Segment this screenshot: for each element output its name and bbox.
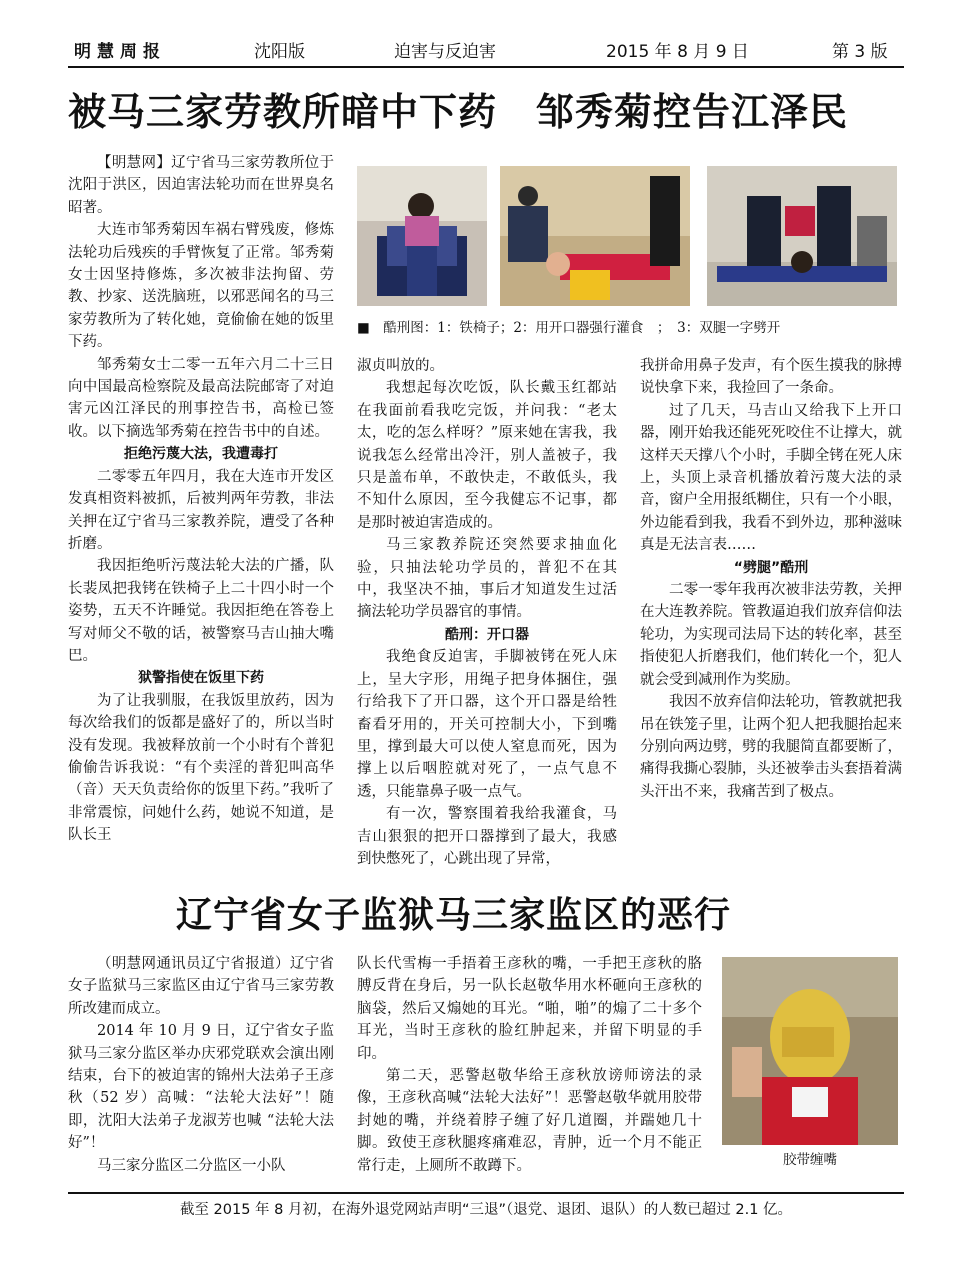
paragraph: 我想起每次吃饭，队长戴玉红都站在我面前看我吃完饭，并问我：“老太太，吃的怎么样呀？”原来她在害我，我说我怎么经常出冷汗，别人盖被子，我只是盖布单，不敢快走，不敢低头，我不知什么原因，至今我健忘不记事，都是那时被迫害造成的。 [357,380,617,531]
paragraph: （明慧网通讯员辽宁省报道）辽宁省女子监狱马三家监区由辽宁省马三家劳教所改建而成立。 [68,956,334,1017]
newspaper-header [68,40,904,68]
paragraph: 【明慧网】辽宁省马三家劳教所位于沈阳于洪区，因迫害法轮功而在世界臭名昭著。 [68,155,334,216]
article2-column-1 [68,953,334,1177]
paragraph: 二零零五年四月，我在大连市开发区发真相资料被抓，后被判两年劳教，非法关押在辽宁省马三家教养院，遭受了各种折磨。 [68,468,334,552]
paragraph: 我绝食反迫害，手脚被铐在死人床上，呈大字形，用绳子把身体捆住，强行给我下了开口器，这个开口器是给牲畜看牙用的，开关可控制大小，下到嘴里，撑到最大可以使人窒息而死，因为撑上以后咽腔就对死了，一点气息不透，只能靠鼻子吸一点气。 [357,649,617,800]
paragraph: 我因不放弃信仰法轮功，管教就把我吊在铁笼子里，让两个犯人把我腿抬起来分别向两边劈，劈的我腿简直都要断了，痛得我撕心裂肺，头还被拳击头套捂着满头汗出不来，我痛苦到了极点。 [640,694,902,800]
footer-notice: 截至 2015 年 8 月初，在海外退党网站声明“三退”（退党、退团、退队）的人数已超过 2.1 亿。 [179,1202,793,1218]
paragraph: 马三家教养院还突然要求抽血化验，只抽法轮功学员的，普犯不在其中，我坚决不抽，事后才知道发生过活摘法轮功学员器官的事情。 [357,537,617,621]
subheading: 狱警指使在饭里下药 [138,670,264,687]
forced-feeding-photo [500,166,690,306]
subheading: “劈腿”酷刑 [733,559,809,576]
article1-column-3 [640,355,902,803]
paragraph: 二零一零年我再次被非法劳教，关押在大连教养院。管教逼迫我们放弃信仰法轮功，为实现司法局下达的转化率，甚至指使犯人折磨我们，他们转化一个，犯人就会受到减刑作为奖励。 [640,582,902,688]
paragraph: 队长代雪梅一手捂着王彦秋的嘴，一手把王彦秋的胳膊反背在身后，另一队长赵敬华用水杯砸向王彦秋的脑袋，然后又煽她的耳光。“啪，啪”的煽了二十多个耳光，当时王彦秋的脸红肿起来，并留下明显的手印。 [357,956,702,1062]
edition-label: 沈阳版 [254,42,305,62]
page-number: 第 3 版 [832,42,888,62]
footer-divider [68,1192,904,1194]
article1-headline: 被马三家劳教所暗中下药 邹秀菊控告江泽民 [68,89,849,134]
paragraph: 我因拒绝听污蔑法轮大法的广播，队长裴凤把我铐在铁椅子上二十四小时一个姿势，五天不许睡觉。我因拒绝在答卷上写对师父不敬的话，被警察马吉山抽大嘴巴。 [68,558,334,664]
brand-name: 明慧周报 [74,42,166,62]
paragraph: 有一次，警察围着我给我灌食，马吉山狠狠的把开口器撑到了最大，我感到快憋死了，心跳出现了异常， [357,806,617,867]
article1-column-1 [68,152,334,847]
paragraph: 过了几天，马吉山又给我下上开口器，刚开始我还能死死咬住不让撑大，就这样天天撑八个小时，手脚全铐在死人床上，头顶上录音机播放着污蔑大法的录音，窗户全用报纸糊住，只有一个小眼，外边能看到我，我看不到外边，那种滋味真是无法言表…… [640,402,902,554]
article1-column-2 [357,355,617,870]
taped-mouth-photo [722,957,898,1145]
torture-photos-caption: ■ 酷刑图：1：铁椅子；2：用开口器强行灌食 ； 3：双腿一字劈开 [357,320,781,336]
paragraph: 马三家分监区二分监区一小队 [97,1157,286,1174]
paragraph: 大连市邹秀菊因车祸右臂残废，修炼法轮功后残疾的手臂恢复了正常。邹秀菊女士因坚持修炼，多次被非法拘留、劳教、抄家、送洗脑班，以邪恶闻名的马三家劳教所为了转化她，竟偷偷在她的饭里下药。 [68,222,334,351]
issue-date: 2015 年 8 月 9 日 [606,42,749,62]
article2-column-2 [357,953,702,1177]
paragraph: 为了让我驯服，在我饭里放药，因为每次给我们的饭都是盛好了的，所以当时没有发现。我被释放前一个小时有个普犯偷偷告诉我说：“有个卖淫的普犯叫高华（音）天天负责给你的饭里下药。”我听了非常震惊，问她什么药，她说不知道，是队长王 [68,692,334,844]
split-legs-photo [707,166,897,306]
subheading: 拒绝污蔑大法，我遭毒打 [124,446,278,463]
paragraph: 2014 年 10 月 9 日，辽宁省女子监狱马三家分监区举办庆邪党联欢会演出刚结束，台下的被迫害的锦州大法弟子王彦秋（52 岁）高喊：“法轮大法好”！随即，沈阳大法弟子龙淑芳也喊 “法轮大法好”！ [68,1023,334,1152]
section-label: 迫害与反迫害 [394,42,496,62]
paragraph: 淑贞叫放的。 [357,358,444,374]
taped-mouth-caption: 胶带缠嘴 [783,1152,837,1168]
subheading: 酷刑：开口器 [445,626,529,643]
paragraph: 我拼命用鼻子发声，有个医生摸我的脉搏说快拿下来，我捡回了一条命。 [640,358,902,397]
article2-headline: 辽宁省女子监狱马三家监区的恶行 [176,894,732,936]
iron-chair-photo [357,166,487,306]
paragraph: 第二天，恶警赵敬华给王彦秋放谤师谤法的录像，王彦秋高喊“法轮大法好”！恶警赵敬华就用胶带封她的嘴，并绕着脖子缠了好几道圈，并踹她几十脚。致使王彦秋腿疼痛难忍，青肿，近一个月不能正常行走，上厕所不敢蹲下。 [357,1068,702,1174]
paragraph: 邹秀菊女士二零一五年六月二十三日向中国最高检察院及最高法院邮寄了对迫害元凶江泽民的刑事控告书，高检已签收。以下摘选邹秀菊在控告书中的自述。 [68,356,334,440]
